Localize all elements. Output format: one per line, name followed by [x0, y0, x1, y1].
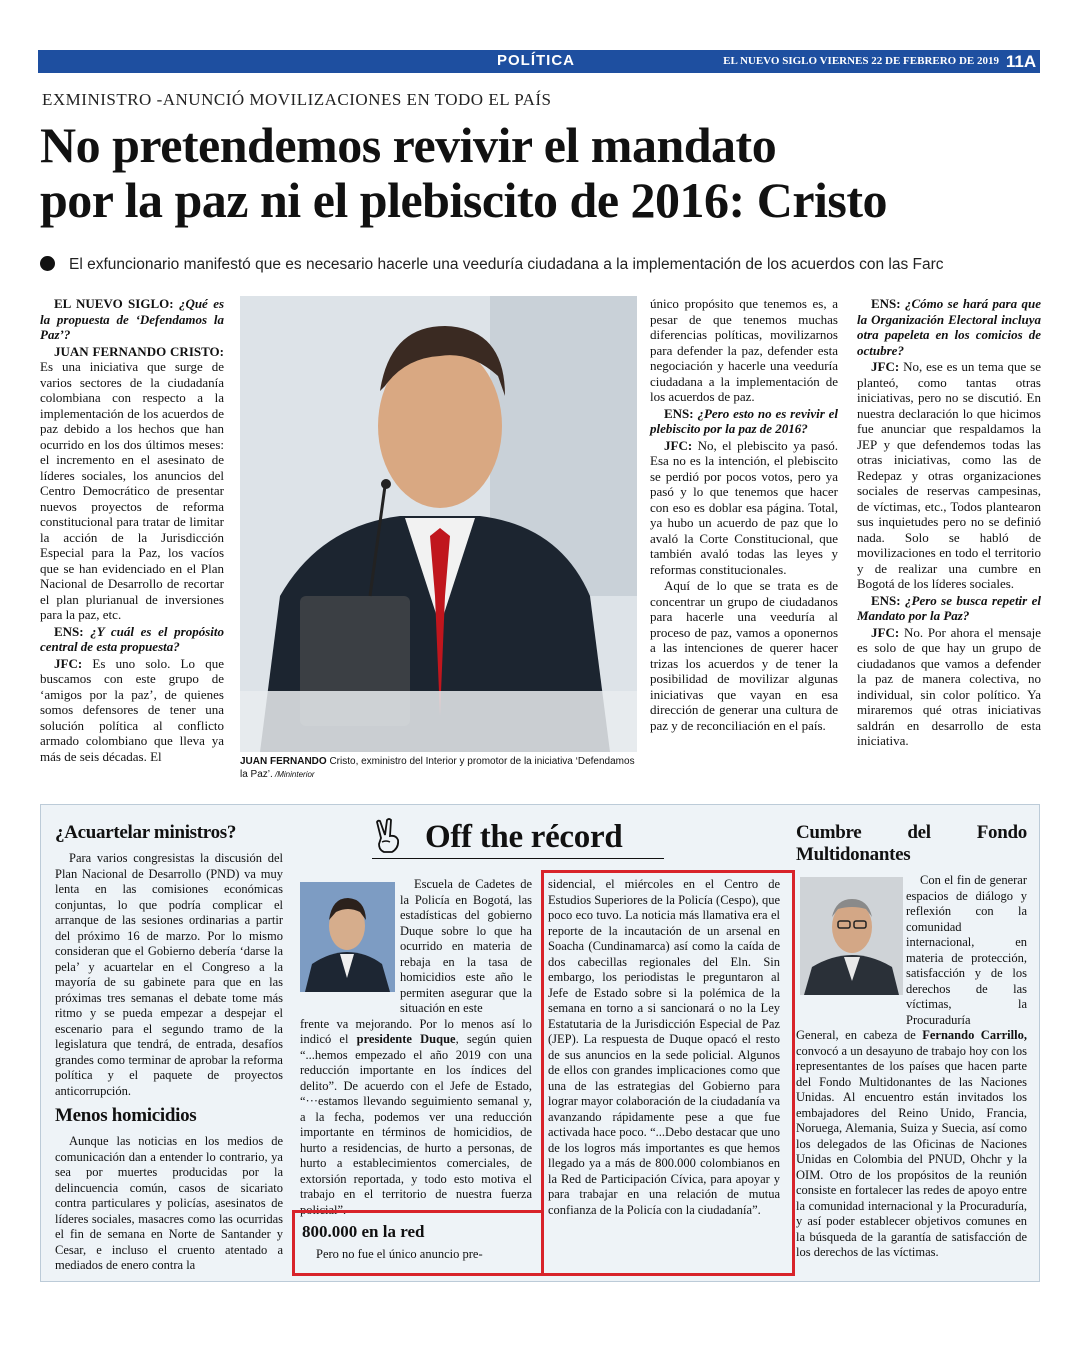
speaker-label: JFC:: [664, 437, 693, 453]
brief-text: [796, 1028, 1027, 1261]
brief-heading: Menos homicidios: [55, 1105, 197, 1126]
speaker-label: JFC:: [871, 359, 900, 374]
answer-paragraph: [857, 359, 1041, 592]
question-text: ¿Pero esto no es revivir el plebiscito por la paz de 2016?: [650, 405, 838, 436]
person-name: Fernando Carrillo,: [922, 1028, 1027, 1042]
article-headline: [40, 118, 1040, 228]
title-divider: [372, 858, 664, 859]
article-column-3: [857, 296, 1041, 750]
answer-paragraph: [650, 438, 838, 578]
brief-text-part: , según quien “...hemos empezado el año 2019 con una reducción importante en los índices del delito”. De acuerdo con el Jefe de Estado, “···estamos llevando seguimiento semanal y, a la fecha, podemos ver una reducción importante en términos de homicidios, de hurto a residencias, de hurto a personas, de hurto a establecimientos comerciales, de extorsión reportada, y todo esto motiva el trabajo en el territorio de nuestra fuerza policial”.: [300, 1032, 532, 1217]
speaker-label: EL NUEVO SIGLO:: [54, 296, 174, 311]
photo-caption: [240, 755, 637, 781]
answer-text: Es una iniciativa que surge de varios sectores de la ciudadanía colombiana con respecto a la implementación de los acuerdos de paz debido a los hechos que han ocurrido en los dos últimos meses: el incremento en el asesinato de líderes sociales, los anuncios del Centro Democrático de presentar nuevos proyectos de reforma constitucional para tratar de limitar la acción de la Jurisdicción Especial para la Paz, los vacíos que se han evidenciado en el Plan Nacional de Desarrollo de recortar el plan plurianual de inversiones para la paz, etc.: [40, 359, 224, 622]
brief-heading: Cumbre del Fondo Multidonantes: [796, 822, 1027, 865]
caption-text: Cristo, exministro del Interior y promotor de la iniciativa ‘Defendamos la Paz’.: [240, 756, 635, 780]
brief-text-part: General, en cabeza de: [796, 1028, 923, 1042]
brief-text-part: convocó a un desayuno de trabajo hoy con los representantes de los países que hacen parte del Fondo Multidonantes de las Naciones Unidas. Al encuentro están invitados los embajadores del Reino Unido, Francia, Noruega, Alemania, Suiza y Suecia, así como los delegados de las Oficinas de Naciones Unidas en Colombia del PNUD, Ohchr y la OIM. Otro de los propósitos de la reunión consiste en fortalecer las redes de apoyo entre la comunidad internacional y la Procuraduría, y así poder establecer objetivos comunes en la búsqueda de la garantía de satisfacción de los derechos de las víctimas.: [796, 1043, 1027, 1259]
headline-line-1: No pretendemos revivir el mandato: [40, 117, 777, 173]
subhead-text: El exfuncionario manifestó que es necesario hacerle una veeduría ciudadana a la implementación de los acuerdos con las Farc: [69, 256, 944, 273]
speaker-label: JUAN FERNANDO CRISTO:: [54, 343, 224, 359]
question-paragraph: [40, 296, 224, 343]
answer-paragraph: [40, 344, 224, 623]
section-name: POLÍTICA: [497, 52, 575, 69]
off-the-record-title: Off the récord: [425, 819, 623, 855]
off-record-middle-column: [300, 877, 532, 1218]
answer-text: No, el plebiscito ya pasó. Esa no es la intención, el plebiscito se perdió por pocos votos, pero ya pasó y lo que tenemos que hacer con eso es doblar esa página. Total, ya hubo un acuerdo de paz que lo avaló la Corte Constitucional, que también avaló todas las leyes y reformas constitucionales.: [650, 437, 838, 577]
brief-text: sidencial, el miércoles en el Centro de Estudios Superiores de la Policía (Cespo), que poco eco tuvo. La noticia más llamativa era el reporte de la incautación de un arsenal en Soacha (Cundinamarca) así como la caída de dos cabecillas regionales del Eln. Sin embargo, los periodistas le preguntaron al Jefe de Estado sobre si la polémica de la semana en torno a si sancionará o no la Ley Estatutaria de la Jurisdicción Especial de Paz (JEP). La respuesta de Duque opacó el resto de sus anuncios en la sede policial. Algunos de ellos con grandes implicaciones como que una de las estrategias del Gobierno para lograr mayor colaboración de la ciudadanía va avanzando rápidamente pese a que fue activada hace poco. “...Debo destacar que uno de los logros más importantes es que hemos llegado ya a más de 800.000 colombianos en la Red de Participación Cívica, para apoyar y para trabajar en una relación de mutua confianza de la Policía con la ciudadanía”.: [548, 877, 780, 1217]
highlight-frame: [292, 1210, 544, 1276]
brief-text: Escuela de Cadetes de la Policía en Bogotá, las estadísticas del gobierno Duque sobre lo que ha ocurrido en materia de rebaja en la tasa de homicidios este año le permiten asegurar que la situación en este: [400, 877, 532, 1015]
speaker-label: JFC:: [871, 624, 900, 640]
cristo-photo: [240, 296, 637, 752]
brief-heading: ¿Acuartelar ministros?: [55, 822, 237, 843]
publication-date: EL NUEVO SIGLO VIERNES 22 DE FEBRERO DE 2019: [723, 55, 999, 67]
speaker-label: ENS:: [54, 623, 84, 639]
question-text: ¿Qué es la propuesta de ‘Defendamos la Paz’?: [40, 296, 225, 342]
question-text: ¿Cómo se hará para que la Organización Electoral incluya otra papeleta en los comicios de octubre?: [857, 296, 1042, 358]
person-name: presidente Duque: [356, 1032, 456, 1046]
answer-paragraph: [40, 656, 224, 765]
brief-heading: 800.000 en la red: [302, 1222, 425, 1241]
brief-text: Aunque las noticias en los medios de comunicación dan a entender lo contrario, ya sea por muertes producidas por la delincuencia común, casos de sicariato contra particulares y policías, asesinatos de líderes sociales, masacres como las ocurridas el fin de semana en Norte de Santander y Cesar, e incluso el cruento atentado a mediados de enero contra la: [55, 1134, 283, 1272]
headline-line-2: por la paz ni el plebiscito de 2016: Cristo: [40, 172, 888, 228]
brief-text: Para varios congresistas la discusión del Plan Nacional de Desarrollo (PND) va muy lenta en las comisiones económicas conjuntas, lo que podría complicar el arranque de las sesiones ordinarias a partir del próximo 16 de marzo. Por lo mismo consideran que el Gobierno debería ‘darse la pela’ y acuartelar en el Congreso a la mayoría de su gabinete para que en las próximas tres semanas el debate tome más ritmo y se pueda empezar a despejar el escenario para el segundo tramo de la legislatura que tendrá, de entrada, desafíos grandes como terminar de aprobar la reforma política y el paquete de proyectos anticorrupción.: [55, 851, 283, 1098]
off-record-left-column: [55, 822, 283, 1274]
speaker-label: ENS:: [664, 405, 694, 421]
caption-credit: /Mininterior: [272, 770, 315, 779]
answer-paragraph: [857, 625, 1041, 749]
question-paragraph: [40, 624, 224, 655]
page-number: 11A: [1005, 52, 1037, 71]
article-column-2: [650, 296, 838, 734]
question-text: ¿Y cuál es el propósito central de esta propuesta?: [40, 623, 225, 654]
speaker-label: ENS:: [871, 296, 901, 311]
answer-paragraph: Aquí de lo que se trata es de concentrar un grupo de ciudadanos para hacerle una veeduría al proceso de paz, vamos a oponernos a las intenciones de querer hacer trizas los acuerdos y de tener la posibilidad de movilizar algunas iniciativas que vayan en esa dirección de generar una cultura de paz y de reconciliación en el país.: [650, 578, 838, 733]
off-record-right-column: [796, 822, 1027, 1261]
answer-text: No, ese es un tema que se planteó, como tantas otras iniciativas, pero no se discutió. En nuestra declaración lo que hicimos fue anunciar que respaldamos la JEP y que defendemos todas las otras iniciativas, como las de Redepaz y otras organizaciones sociales de reservas campesinas, de víctimas, etc., Todos plantearon sus inquietudes pero no se definió nada. Solo se habló de movilizaciones en todo el territorio y de realizar una cumbre en Bogotá de los líderes sociales.: [857, 359, 1042, 591]
article-kicker: EXMINISTRO -ANUNCIÓ MOVILIZACIONES EN TODO EL PAÍS: [42, 90, 552, 109]
caption-name: JUAN FERNANDO: [240, 756, 327, 767]
question-paragraph: [857, 296, 1041, 358]
question-paragraph: [857, 593, 1041, 624]
answer-text: No. Por ahora el mensaje es solo de que hay un grupo de ciudadanos que vamos a defender la paz de manera colectiva, no individual, sin color político. Ya miraremos qué otras iniciativas saldrán en desarrollo de esta iniciativa.: [857, 624, 1042, 748]
question-paragraph: [650, 406, 838, 437]
answer-paragraph: único propósito que tenemos es, a pesar de que tenemos muchas diferencias políticas, movilizarnos para defender la paz, defender esta negociación y hacerle una veeduría ciudadana a la implementación de los acuerdos de paz.: [650, 296, 838, 404]
victory-hand-icon: [372, 818, 404, 854]
answer-text: Es uno solo. Lo que buscamos con este grupo de ‘amigos por la paz’, de quienes somos defensores de tener una solución política al conflicto armado colombiano que lleva ya más de seis décadas. El: [40, 655, 225, 764]
bullet-icon: [40, 256, 55, 271]
speaker-label: ENS:: [871, 592, 901, 608]
brief-text: Pero no fue el único anuncio pre-: [316, 1247, 483, 1261]
brief-text: Con el fin de generar espacios de diálogo y reflexión con la comunidad internacional, en materia de protección, satisfacción y de los derechos de las víctimas, la Procuraduría: [906, 873, 1027, 1027]
highlight-frame: [541, 870, 795, 1276]
portrait-illustration-icon: [240, 296, 637, 752]
speaker-label: JFC:: [54, 655, 83, 671]
question-text: ¿Pero se busca repetir el Mandato por la Paz?: [857, 592, 1041, 623]
article-column-1: [40, 296, 224, 765]
brief-text: [300, 1017, 532, 1219]
article-subhead: [40, 256, 1040, 274]
brief-text-part: frente va mejorando. Por lo menos así lo indicó el: [300, 1016, 532, 1046]
